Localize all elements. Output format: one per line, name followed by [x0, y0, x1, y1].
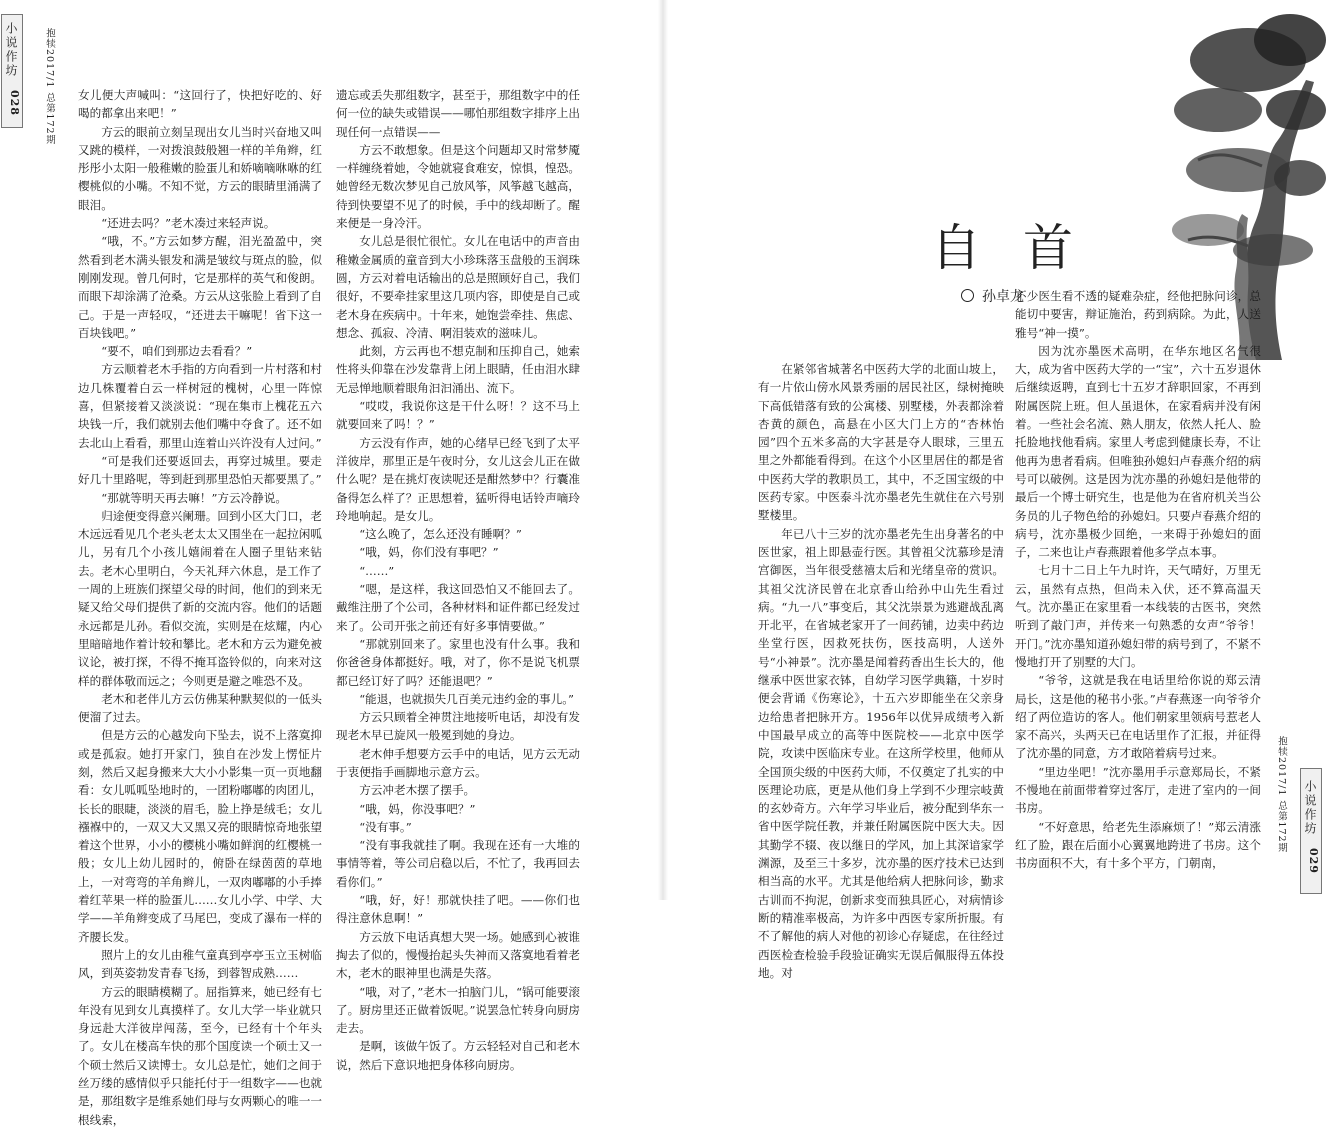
left-column-2: [336, 86, 580, 1072]
paragraph: “没有事我就挂了啊。我现在还有一大堆的事情等着，等公司启稳以后，不忙了，我再回去看你们。”: [336, 838, 580, 889]
paragraph: 在紧邻省城著名中医药大学的北面山坡上，有一片依山傍水风景秀丽的居民社区，绿树掩映下高低错落有致的公寓楼、别墅楼，外表都涂着杏黄的颜色，高悬在小区大门上方的“杏林怡园”四个五米多高的大字甚是夺人眼球，三里五里之外都能看得到。在这个小区里居住的都是省中医药大学的教职员工，其中，不乏国宝级的中医药专家。中医泰斗沈亦墨老先生就住在六号别墅楼里。: [758, 362, 1004, 523]
paragraph: 因为沈亦墨医术高明，在华东地区名气很大，成为省中医药大学的一“宝”，六十五岁退休后继续返聘，直到七十五岁才辞职回家，不再到附属医院上班。但人虽退休，在家看病并没有闲着。一些社会名流、熟人朋友，依然人托人、脸托脸地找他看病。家里人考虑到健康长寿，不让他再为患者看病。但唯独孙媳妇卢春燕介绍的病号可以破例。这是因为沈亦墨的孙媳妇是他带的最后一个博士研究生，也是他为在省府机关当公务员的儿子物色给的孙媳妇。只要卢春燕介绍的病号，沈亦墨极少回绝，一来碍于孙媳妇的面子，二来也让卢春燕跟着他多学点本事。: [1015, 343, 1261, 560]
paragraph: “这么晚了，怎么还没有睡啊？”: [359, 527, 522, 542]
paragraph: “那就等明天再去嘛！”方云冷静说。: [101, 490, 287, 505]
paragraph: “……”: [359, 563, 395, 578]
paragraph: 是啊，该做午饭了。方云轻轻对自己和老木说，然后下意识地把身体移向厨房。: [336, 1039, 580, 1072]
paragraph: 方云不敢想象。但是这个问题却又时常梦魇一样缠绕着她，令她就寝食难安，惊惧，惶恐。她曾经无数次梦见自己放风筝，风筝越飞越高，待到快要望不见了的时候，手中的线却断了。醒来便是一身冷汗。: [336, 142, 580, 231]
paragraph: 女儿便大声喊叫：“这回行了，快把好吃的、好喝的都拿出来吧！”: [78, 88, 322, 121]
issue-info-left: 抱犊2017/1 总第172期: [44, 28, 55, 146]
paragraph: 照片上的女儿由稚气童真到亭亭玉立玉树临风，到英姿勃发青春飞扬，到蓉智成熟……: [78, 947, 322, 981]
paragraph: “哦，好，好！那就快挂了吧。——你们也得注意休息啊！”: [336, 893, 580, 926]
right-column-2: [1015, 287, 1261, 871]
section-label-right: 小说作坊: [1303, 780, 1317, 836]
paragraph: “可是我们还要返回去，再穿过城里。要走好几十里路呢，等到赶到那里恐怕天都要黑了。”: [78, 453, 322, 487]
paragraph: 方云的眼睛模糊了。屈指算来，她已经有七年没有见到女儿真摸样了。女儿大学一毕业就只身远赴大洋彼岸闯荡，至今，已经有十个年头了。女儿在楼高车快的那个国度读一个硕士又一个硕士然后又读博士。女儿总是忙，她们之间于丝万缕的感情似乎只能托付于一组数字——也就是，那组数字是维系她们母与女两颗心的唯一一根线索，: [78, 984, 322, 1127]
paragraph: 方云放下电话真想大哭一场。她感到心被谁掏去了似的，慢慢抬起头失神而又落寞地看着老木，老木的眼神里也满是失落。: [336, 929, 580, 981]
page-number-right: 029: [1307, 848, 1320, 874]
paragraph: 遗忘或丢失那组数字，甚至于，那组数字中的任何一位的缺失或错误——哪怕那组数字排序上出现任何一点错误——: [336, 88, 580, 139]
paragraph: 归途便变得意兴阑珊。回到小区大门口，老木远远看见几个老头老太太又围坐在一起拉闲呱儿，另有几个小孩儿嬉闹着在人圈子里钻来钻去。老木心里明白，今天礼拜六休息，是工作了一周的上班族们探望父母的时间，他们的到来无疑又给父母们提供了新的交流内容。他们的话题永远都是儿孙。看似交流，实则是在炫耀，内心里暗暗地作着计较和攀比。老木和方云为避免被议论，被打探，不得不掩耳盗铃似的，向来对这样的群体敬而远之；今则更是避之唯恐不及。: [78, 508, 322, 688]
author-name: 孙卓龙: [982, 289, 1024, 305]
paragraph: 七月十二日上午九时许，天气晴好，万里无云，虽然有点热，但尚未入伏，还不算高温天气。沈亦墨正在家里看一本线装的古医书，突然听到了敲门声，并传来一句熟悉的女声“爷爷！开门。”沈亦墨知道孙媳妇带的病号到了，不紧不慢地打开了别墅的大门。: [1015, 563, 1261, 669]
paragraph: 方云顺着老木手指的方向看到一片村落和村边几株覆着白云一样树冠的槐树，心里一阵惊喜，但紧接着又淡淡说：“现在集市上槐花五六块钱一斤，我们就别去他们嘴中夺食了。还不如去北山上看看，那里山连着山兴许没有人过问。”: [78, 362, 322, 450]
paragraph: “爷爷，这就是我在电话里给你说的郑云清局长，这是他的秘书小张。”卢春燕逐一向爷爷介绍了两位造访的客人。他们朝家里领病号惹老人家不高兴，头两天已在电话里作了汇报，并征得了沈亦墨的同意，方才敢陪着病号过来。: [1015, 673, 1261, 761]
right-page: [663, 0, 1326, 980]
article-title: 自首: [931, 219, 1115, 277]
paragraph: “里边坐吧！”沈亦墨用手示意郑局长，不紧不慢地在前面带着穿过客厅，走进了室内的一间书房。: [1015, 764, 1261, 816]
left-page: [0, 0, 663, 1127]
paragraph: “哦，妈，你没事吧？”: [359, 801, 476, 816]
paragraph: “哦，对了，”老木一拍脑门儿，“锅可能要滚了。厨房里还正做着饭呢。”说罢急忙转身向厨房走去。: [336, 984, 580, 1036]
paragraph: 老木伸手想要方云手中的电话，见方云无动于衷便指手画脚地示意方云。: [336, 746, 580, 779]
left-column-1: [78, 86, 322, 1127]
paragraph: “要不，咱们到那边去看看？”: [101, 344, 253, 359]
author-circle-icon: [961, 289, 974, 302]
paragraph: 老木和老伴儿方云仿佛某种默契似的一低头便溜了过去。: [78, 691, 322, 725]
paragraph: “哎哎，我说你这是干什么呀！？这不马上就要回来了吗！？”: [336, 399, 580, 432]
paragraph: 但是方云的心越发向下坠去，说不上落寞抑或是孤寂。她打开家门，独自在沙发上愣怔片刻，然后又起身搬来大大小小影集一页一页地翻看：女儿呱呱坠地时的，一团粉嘟嘟的肉团儿，长长的眼睫，淡淡的眉毛，脸上挣是绒毛；女儿襁褓中的，一双又大又黑又亮的眼睛惊奇地张望着这个世界，小小的樱桃小嘴如鲜润的红樱桃一般；女儿上幼儿园时的，俯卧在绿茵茵的草地上，一对弯弯的羊角辫儿，一双肉嘟嘟的小手捧着红苹果一样的脸蛋儿……女儿小学、中学、大学——羊角辫变成了马尾巴，变成了瀑布一样的齐腰长发。: [78, 728, 322, 944]
paragraph: 此刻，方云再也不想克制和压抑自己，她索性将头仰靠在沙发靠背上闭上眼睛，任由泪水肆无忌惮地顺着眼角汩汩涌出、流下。: [336, 344, 580, 395]
paragraph: “不好意思，给老先生添麻烦了！”郑云清涨红了脸，跟在后面小心翼翼地跨进了书房。这个书房面积不大，有十多个平方，门朝南，: [1015, 819, 1261, 871]
paragraph: “嗯，是这样，我这回恐怕又不能回去了。戴维注册了个公司，各种材料和证件都已经发过来了。公司开张之前还有好多事情要做。”: [336, 582, 580, 633]
issue-info-right: 抱犊2017/1 总第172期: [1276, 736, 1287, 854]
page-number-left: 028: [8, 90, 21, 116]
paragraph: 不少医生看不透的疑难杂症，经他把脉问诊，总能切中要害，辩证施治，药到病除。为此，人送雅号“神一摸”。: [1015, 289, 1261, 340]
paragraph: 方云的眼前立刻呈现出女儿当时兴奋地又叫又跳的模样，一对拨浪鼓般翘一样的羊角辫，红彤彤小太阳一般稚嫩的脸蛋儿和娇嘀嘀咻咻的红樱桃似的小嘴。不知不觉，方云的眼睛里涌满了眼泪。: [78, 124, 322, 212]
right-column-1: [758, 360, 1004, 980]
section-label-left: 小说作坊: [4, 22, 18, 78]
paragraph: 女儿总是很忙很忙。女儿在电话中的声音由稚嫩金属质的童音到大小珍珠落玉盘般的玉润珠圆，方云对着电话输出的总是照顾好自己，我们很好，不要牵挂家里这几项内容，即使是自己或老木身在疾病中。十年来，她饱尝牵挂、焦虑、想念、孤寂、冷清、啊泪装欢的滋味儿。: [336, 234, 580, 340]
paragraph: “没有事。”: [359, 819, 412, 834]
paragraph: 方云只顾着全神贯注地接听电话，却没有发现老木早已旋风一般冕到她的身边。: [336, 710, 580, 743]
paragraph: 方云没有作声，她的心绪早已经飞到了太平洋彼岸，那里正是午夜时分，女儿这会儿正在做什么呢？是在挑灯夜读呢还是酣然梦中？行囊准备得怎么样了？正思想着，猛听得电话铃声嘀玲玲地响起。是女儿。: [336, 435, 580, 523]
paragraph: “哦，妈，你们没有事吧？”: [359, 545, 499, 560]
paragraph: 年已八十三岁的沈亦墨老先生出身著名的中医世家，祖上即悬壶行医。其曾祖父沈慕珍是清宫御医，当年很受慈禧太后和光绪皇帝的赏识。其祖父沈济民曾在北京香山给孙中山先生看过病。“九一八”事变后，其父沈崇景为逃避战乱离开北平，在省城老家开了一间药铺，边卖中药边坐堂行医，因救死扶伤，医技高明，人送外号“小神景”。沈亦墨是闻着药香出生长大的，他继承中医世家衣钵，自幼学习医学典籍，十岁时便会背诵《伤寒论》，十五六岁即能坐在父亲身边给患者把脉开方。1956年以优异成绩考入新中国最早成立的高等中医院校——北京中医学院，攻读中医临床专业。在这所学校里，他师从全国顶尖级的中医药大师，不仅奠定了扎实的中医理论功底，更是从他们身上学到不少理宗岐黄的玄妙奇方。六年学习毕业后，被分配到华东一省中医学院任教，并兼任附属医院中医大夫。因其勤学不辍、夜以继日的学风，加上其深谙家学渊源，及至三十多岁，沈亦墨的医疗技术已达到相当高的水平。尤其是他给病人把脉问诊，勤求古训而不拘泥，创新求变而独具匠心，对病情诊断的精准率极高，为许多中西医专家所折服。有不了解他的病人对他的初诊心存疑虑，在往经过西医检查检验手段验证确实无误后佩服得五体投地。对: [758, 526, 1004, 980]
paragraph: “哦，不。”方云如梦方醒，泪光盈盈中，突然看到老木满头银发和满是皱纹与斑点的脸，似刚刚发现。曾几何时，它是那样的英气和俊朗。而眼下却涂满了沧桑。方云从这张脸上看到了自己。于是一声轻叹，“还进去干嘛呢！省下这一百块钱吧。”: [78, 234, 322, 340]
paragraph: “那就别回来了。家里也没有什么事。我和你爸爸身体都挺好。哦，对了，你不是说飞机票都已经订好了吗？还能退吧？”: [336, 636, 580, 688]
paragraph: 方云冲老木摆了摆手。: [359, 783, 476, 798]
paragraph: “能退，也就损失几百美元违约金的事儿。”: [359, 691, 574, 706]
paragraph: “还进去吗？”老木凑过来轻声说。: [101, 216, 276, 231]
